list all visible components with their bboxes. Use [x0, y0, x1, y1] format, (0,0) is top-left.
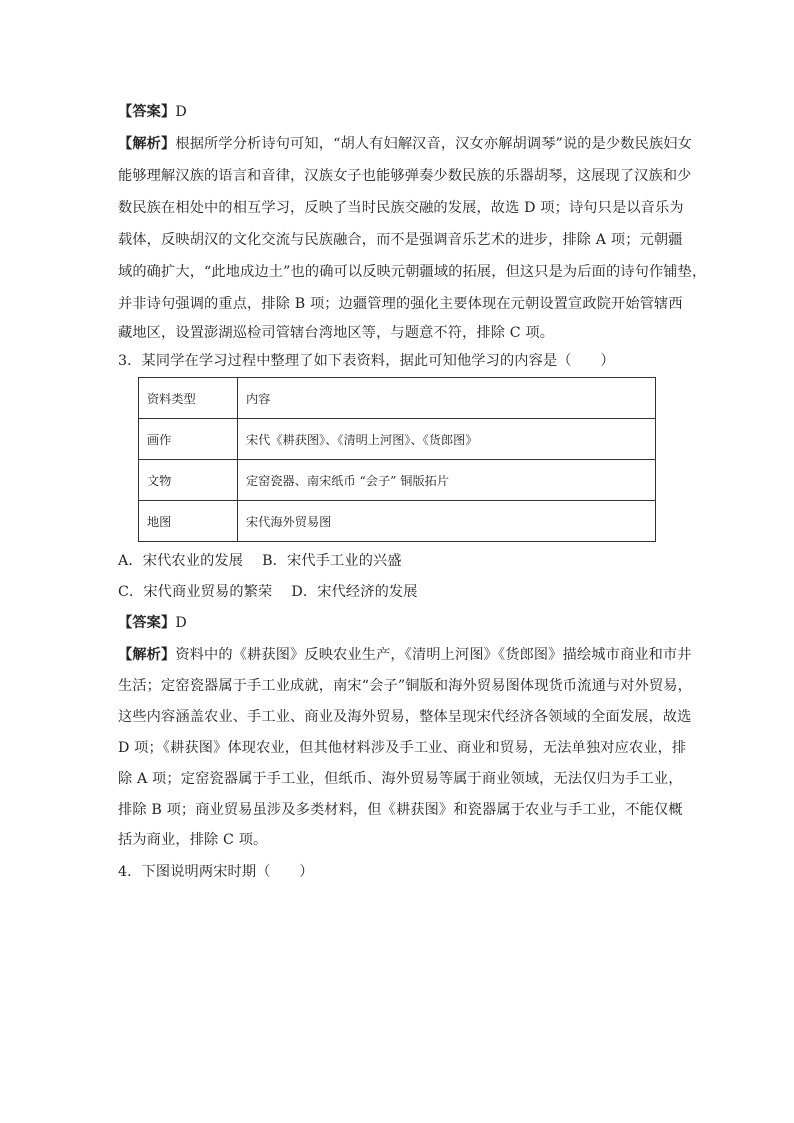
- q3-analysis-line-1: [118, 645, 692, 665]
- table-cell-type: 画作: [139, 419, 238, 460]
- q2-analysis-line-7: 藏地区，设置澎湖巡检司管辖台湾地区等，与题意不符，排除 C 项。: [118, 325, 555, 341]
- q2-analysis-tag: 【解析】: [118, 136, 176, 152]
- table-row: [139, 501, 656, 542]
- q3-analysis-line-5: 除 A 项；定窑瓷器属于手工业，但纸币、海外贸易等属于商业领域，无法仅归为手工业，: [118, 771, 683, 787]
- q3-options-line-2: C．宋代商业贸易的繁荣 D．宋代经济的发展: [118, 584, 418, 600]
- q3-answer-tag: 【答案】: [118, 615, 176, 631]
- q2-answer-value: D: [175, 104, 187, 120]
- q2-answer-tag: 【答案】: [118, 104, 176, 120]
- q3-analysis-line-2: 生活；定窑瓷器属于手工业成就，南宋“会子”铜版和海外贸易图体现货币流通与对外贸易，: [118, 678, 692, 694]
- q2-analysis-line-2: 能够理解汉族的语言和音律，汉族女子也能够弹奏少数民族的乐器胡琴，这展现了汉族和少: [118, 168, 692, 184]
- q3-analysis-line-3: 这些内容涵盖农业、手工业、商业及海外贸易，整体呈现宋代经济各领域的全面发展，故选: [118, 709, 692, 725]
- q2-answer-line: [118, 102, 187, 122]
- q3-answer-value: D: [175, 615, 187, 631]
- table-cell-content: 宋代《耕获图》、《清明上河图》、《货郎图》: [238, 419, 656, 460]
- q3-analysis-line-4: D 项；《耕获图》体现农业，但其他材料涉及手工业、商业和贸易，无法单独对应农业，排: [118, 740, 687, 756]
- q2-analysis-line-3: 数民族在相处中的相互学习，反映了当时民族交融的发展，故选 D 项；诗句只是以音乐为: [118, 200, 684, 216]
- table-row: [139, 419, 656, 460]
- q3-stem: 3．某同学在学习过程中整理了如下表资料，据此可知他学习的内容是（ ）: [118, 353, 615, 369]
- table-cell-type: 文物: [139, 460, 238, 501]
- q3-options-line-1: A．宋代农业的发展 B．宋代手工业的兴盛: [118, 553, 402, 569]
- q2-analysis-text-1: 根据所学分析诗句可知，“胡人有妇解汉音，汉女亦解胡调琴”说的是少数民族妇女: [175, 136, 692, 152]
- q2-analysis-line-6: 并非诗句强调的重点，排除 B 项；边疆管理的强化主要体现在元朝设置宣政院开始管辖西: [118, 296, 683, 312]
- table-cell-content: 宋代海外贸易图: [238, 501, 656, 542]
- table-cell-content: 定窑瓷器、南宋纸币 “会子” 铜版拓片: [238, 460, 656, 501]
- table-row: [139, 460, 656, 501]
- table-header-type: 资料类型: [139, 378, 238, 419]
- q3-resource-table: [138, 377, 656, 542]
- q3-analysis-text-1: 资料中的《耕获图》反映农业生产，《清明上河图》《货郎图》描绘城市商业和市井: [175, 647, 692, 663]
- q2-analysis-line-5: 域的确扩大，“此地成边土”也的确可以反映元朝疆域的拓展，但这只是为后面的诗句作铺垫，: [118, 264, 707, 280]
- q2-analysis-line-1: [118, 134, 692, 154]
- q3-analysis-line-6: 排除 B 项；商业贸易虽涉及多类材料，但《耕获图》和瓷器属于农业与手工业，不能仅概: [118, 802, 683, 818]
- table-header-row: [139, 378, 656, 419]
- table-header-content: 内容: [238, 378, 656, 419]
- q3-answer-line: [118, 613, 187, 633]
- q3-analysis-line-7: 括为商业，排除 C 项。: [118, 832, 268, 848]
- table-cell-type: 地图: [139, 501, 238, 542]
- q2-analysis-line-4: 载体，反映胡汉的文化交流与民族融合，而不是强调音乐艺术的进步，排除 A 项；元朝疆: [118, 232, 683, 248]
- q4-stem: 4．下图说明两宋时期（ ）: [118, 864, 314, 880]
- q3-analysis-tag: 【解析】: [118, 647, 176, 663]
